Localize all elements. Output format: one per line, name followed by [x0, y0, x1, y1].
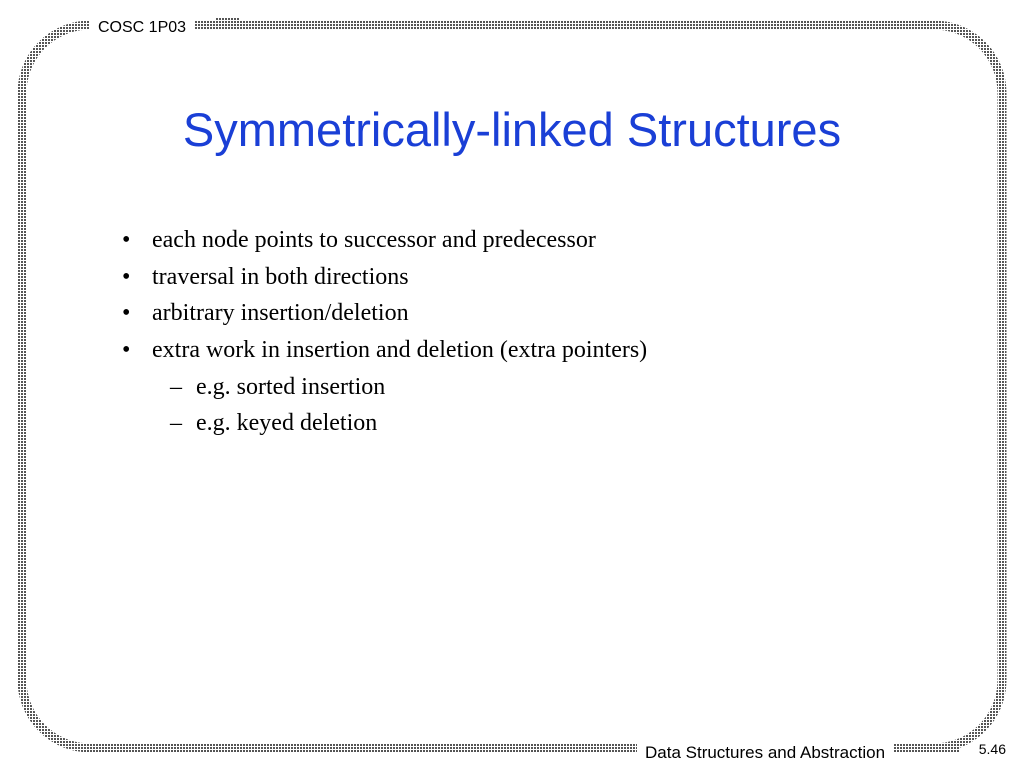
list-item [120, 295, 647, 332]
bullet-text: each node points to successor and predecessor [152, 227, 596, 253]
bullet-text: arbitrary insertion/deletion [152, 300, 409, 327]
bullet-text: traversal in both directions [152, 263, 409, 290]
list-item [120, 332, 647, 369]
sub-bullet-marker: – [170, 373, 182, 400]
sub-bullet-text: e.g. sorted insertion [196, 373, 386, 400]
page-number: 5.46 [978, 741, 1006, 757]
sub-bullet-marker: – [170, 410, 182, 437]
course-title-label: Data Structures and Abstraction [637, 742, 893, 764]
bullet-text: extra work in insertion and deletion (extra pointers) [152, 337, 648, 364]
list-item [120, 405, 647, 442]
sub-bullet-text: e.g. keyed deletion [196, 410, 378, 437]
list-item [120, 222, 647, 259]
course-code-label: COSC 1P03 [90, 18, 194, 38]
bullet-marker: • [122, 300, 131, 327]
bullet-marker: • [122, 227, 131, 253]
slide-title: Symmetrically-linked Structures [182, 103, 842, 156]
bullet-list [120, 222, 647, 442]
bullet-marker: • [122, 337, 131, 364]
list-item [120, 259, 647, 296]
list-item [120, 369, 647, 406]
bullet-marker: • [122, 263, 131, 290]
